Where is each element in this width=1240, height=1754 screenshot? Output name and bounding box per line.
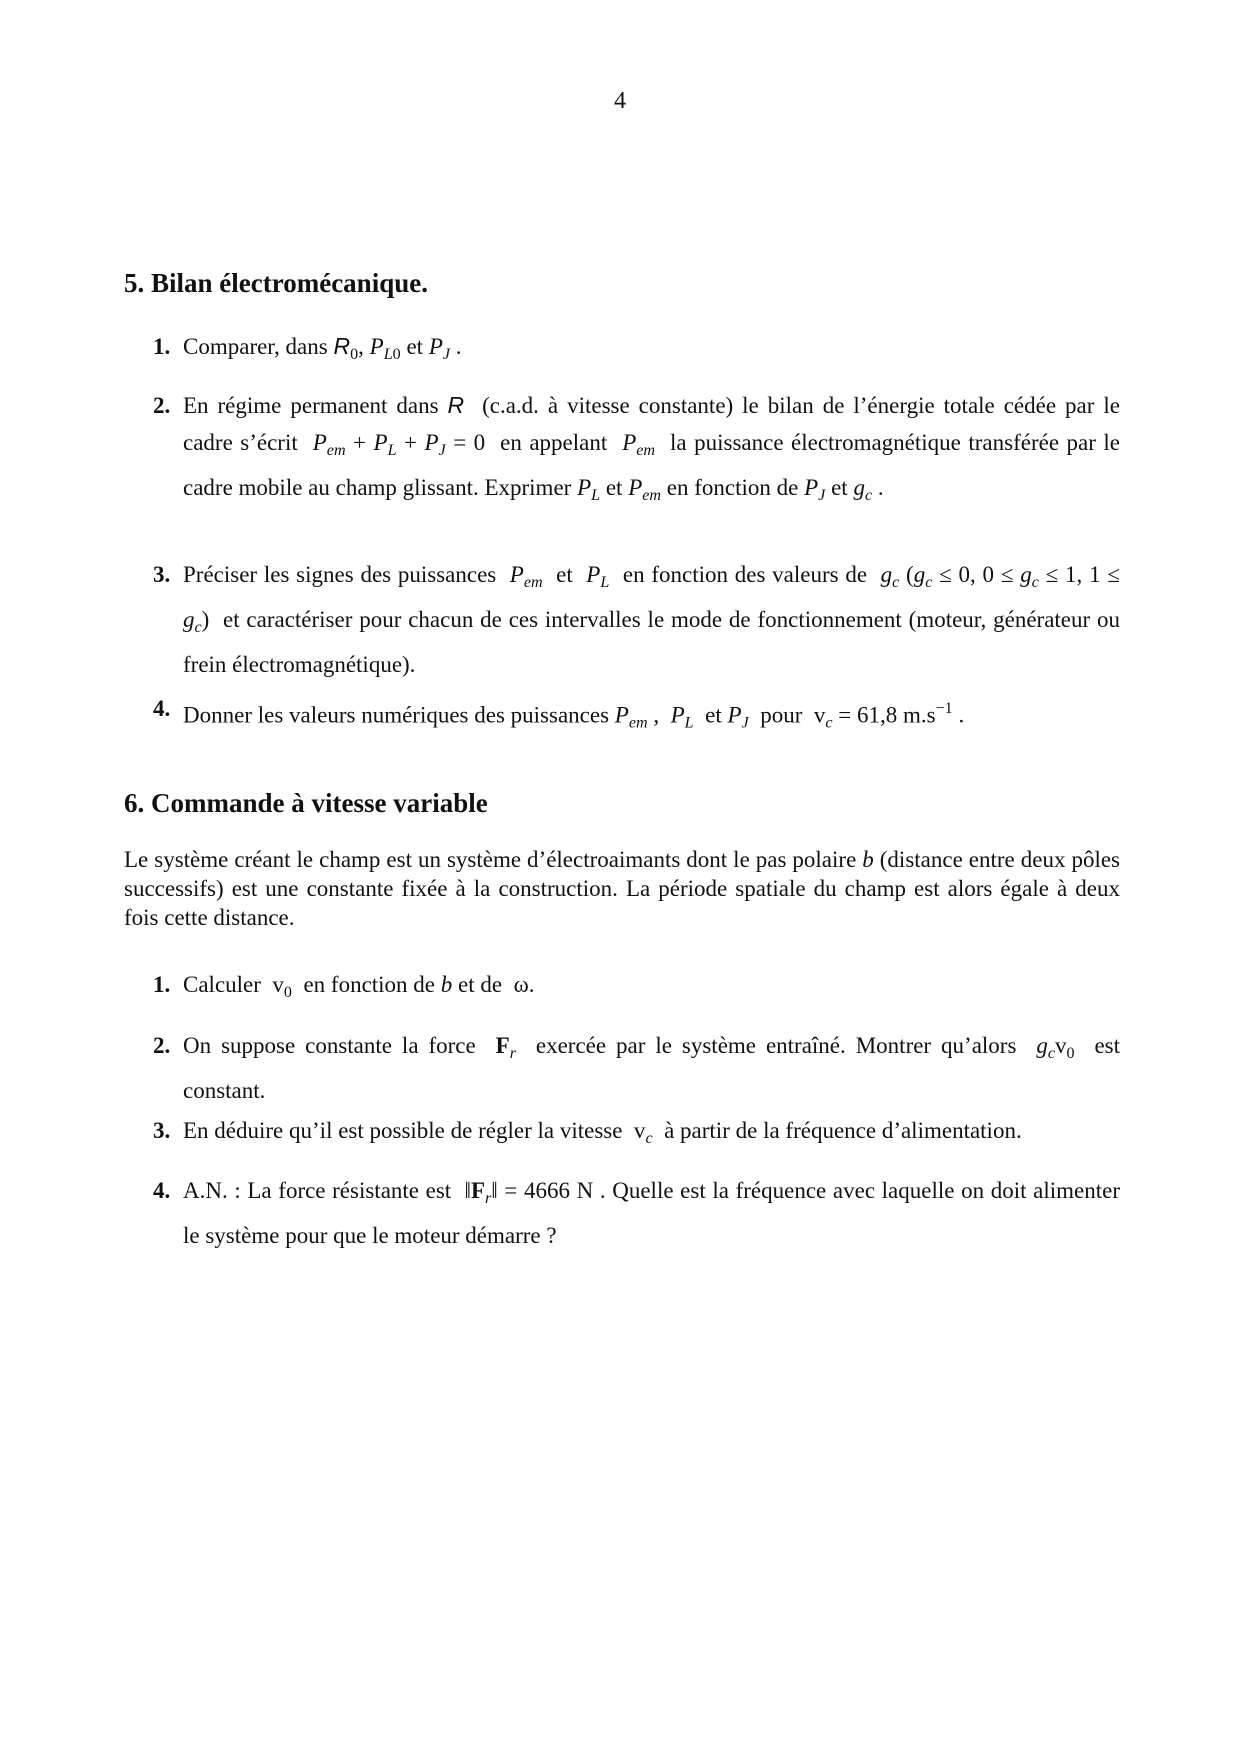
section-6-question-1 [153, 966, 1120, 1011]
question-text: Donner les valeurs numériques des puissances $P_{em}$ , $P_L$ et $P_J$ pour $v_c = 61,8$ $m.s^{-1}$ . [183, 700, 965, 732]
question-number: 2. [153, 1033, 171, 1058]
section-6-intro: Le système créant le champ est un système d’électroaimants dont le pas polaire b (distance entre deux pôles successifs) est une constante fixée à la construction. La période spatiale du champ est alors égale à deux fois cette distance. [124, 847, 1120, 930]
section-5-question-1 [153, 328, 1120, 373]
question-text: Calculer $v_0$ en fonction de b et de ω. [183, 972, 535, 1001]
section-6-title: 6. Commande à vitesse variable [124, 788, 488, 818]
question-text: A.N. : La force résistante est $‖F_r‖ = 4666$ N . Quelle est la fréquence avec laquelle on doit alimenter le système pour que le moteur démarre ? [183, 1178, 1120, 1248]
question-number: 1. [153, 972, 171, 997]
section-5-question-2 [153, 387, 1120, 514]
question-number: 3. [153, 1118, 171, 1143]
question-text: Comparer, dans $R_0$, $P_{L0}$ et $P_J$ . [183, 333, 462, 363]
section-5-title: 5. Bilan électromécanique. [124, 268, 428, 298]
question-number: 4. [153, 696, 171, 721]
question-text: En déduire qu’il est possible de régler la vitesse $v_c$ à partir de la fréquence d’alimentation. [183, 1118, 1022, 1147]
question-number: 1. [153, 334, 171, 359]
page-number: 4 [614, 88, 626, 114]
question-number: 2. [153, 393, 171, 418]
question-number: 3. [153, 562, 171, 587]
question-number: 4. [153, 1178, 171, 1203]
question-text: On suppose constante la force $F_r$ exercée par le système entraîné. Montrer qu’alors $g_cv_0$ est constant. [183, 1033, 1120, 1103]
section-6-question-3 [153, 1112, 1120, 1157]
question-text: Préciser les signes des puissances $P_{em}$ et $P_L$ en fonction des valeurs de $g_c$ ($g_c \le 0$, $0 \le g_c \le 1$, $1 \le g_c$) et caractériser pour chacun de ces intervalles le mode de fonctionnement (moteur, générateur ou frein électromagnétique). [183, 562, 1120, 677]
question-text: En régime permanent dans R (c.a.d. à vitesse constante) le bilan de l’énergie totale cédée par le cadre s’écrit $P_{em} + P_L + P_J = 0$ en appelant $P_{em}$ la puissance électromagnétique transférée par le cadre mobile au champ glissant. Exprimer $P_L$ et $P_{em}$ en fonction de $P_J$ et $g_c$ . [183, 392, 1120, 504]
section-5-question-3 [153, 556, 1120, 683]
section-6-question-4 [153, 1172, 1120, 1254]
section-6-question-2 [153, 1027, 1120, 1109]
section-5-question-4 [153, 690, 1120, 741]
